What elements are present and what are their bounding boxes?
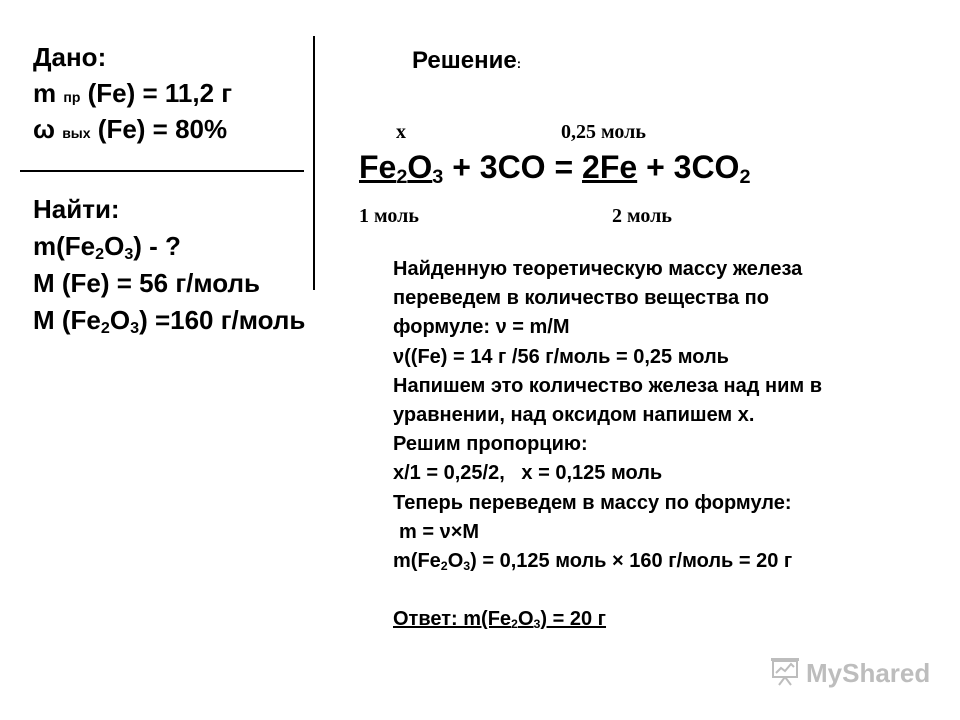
molar-mass-fe: M (Fe) = 56 г/моль <box>33 268 260 298</box>
explanation-line-10: m = ν×M <box>399 520 480 543</box>
explanation-line-1: Найденную теоретическую массу железа <box>393 258 803 280</box>
equation-oxide <box>359 149 444 188</box>
find-target <box>33 231 181 264</box>
answer-oxygen: O <box>517 608 534 631</box>
explanation-line-4: ν((Fe) = 14 г /56 г/моль = 0,25 моль <box>393 345 729 368</box>
explanation-line-11 <box>393 547 822 576</box>
reaction-equation <box>359 149 750 186</box>
equation-co2-subscript: 2 <box>739 165 751 188</box>
mass-calc-subscript-3: 3 <box>463 559 471 574</box>
equation-oxygen: O <box>407 149 433 185</box>
given-mass-value: (Fe) = 11,2 г <box>87 78 233 108</box>
find-target-subscript-3: 3 <box>124 245 134 264</box>
find-target-subscript-2: 2 <box>95 245 105 264</box>
equation-middle: + 3CO = <box>443 149 583 185</box>
molar-mass-oxide <box>33 305 306 338</box>
mass-calc-text: m(Fe <box>393 550 441 573</box>
watermark-text: MyShared <box>806 658 931 688</box>
molar-oxide-subscript-3: 3 <box>130 319 140 338</box>
given-yield-subscript: вых <box>62 125 91 141</box>
molar-oxide-rest: ) =160 г/моль <box>139 305 306 335</box>
mass-calc-rest: ) = 0,125 моль × 160 г/моль = 20 г <box>470 550 793 573</box>
projector-screen-icon <box>768 656 802 691</box>
explanation-line-5: Напишем это количество железа над ним в <box>393 374 823 397</box>
solution-title-text: Решение <box>412 47 517 74</box>
explanation-block <box>393 255 822 634</box>
given-yield-value: (Fe) = 80% <box>97 114 228 144</box>
answer-text: Ответ: m(Fe <box>393 608 512 631</box>
equation-iron-product: 2Fe <box>582 149 638 185</box>
answer-line <box>393 605 822 634</box>
explanation-line-9: Теперь переведем в массу по формуле: <box>393 491 792 514</box>
mass-calc-subscript-2: 2 <box>440 559 448 574</box>
molar-oxide-subscript-2: 2 <box>100 319 110 338</box>
explanation-line-2: переведем в количество вещества по <box>393 287 769 310</box>
molar-oxide-oxygen: O <box>109 305 131 335</box>
above-oxide-x: x <box>396 121 406 143</box>
answer-subscript-3: 3 <box>533 617 541 632</box>
find-target-oxygen: O <box>104 231 125 261</box>
explanation-line-6: уравнении, над оксидом напишем x. <box>393 404 755 427</box>
explanation-line-8: x/1 = 0,25/2, x = 0,125 моль <box>393 462 663 485</box>
answer-subscript-2: 2 <box>511 617 518 632</box>
explanation-spacer <box>393 576 822 605</box>
find-target-text: m(Fe <box>33 231 96 261</box>
below-oxide-moles: 1 моль <box>359 205 419 227</box>
mass-calc-oxygen: O <box>447 550 464 573</box>
below-iron-moles: 2 моль <box>612 205 672 227</box>
equation-subscript-2: 2 <box>396 165 408 188</box>
explanation-line-7: Решим пропорцию: <box>393 433 588 456</box>
given-yield-symbol: ω <box>33 114 55 144</box>
answer-rest: ) = 20 г <box>540 608 607 631</box>
equation-co2: + 3CO <box>637 149 740 185</box>
find-title: Найти: <box>33 194 120 224</box>
given-mass-symbol: m <box>33 78 57 108</box>
molar-oxide-text: M (Fe <box>33 305 101 335</box>
given-mass-subscript: пр <box>63 89 81 105</box>
divider-vertical <box>313 36 315 290</box>
equation-subscript-3: 3 <box>432 165 444 188</box>
solution-title-colon: : <box>516 56 522 71</box>
find-target-rest: ) - ? <box>133 231 181 261</box>
above-iron-moles: 0,25 моль <box>561 121 646 143</box>
given-yield-line <box>33 114 227 148</box>
watermark <box>768 656 930 691</box>
solution-title <box>412 47 521 75</box>
equation-fe: Fe <box>359 149 397 185</box>
explanation-line-3: формуле: ν = m/M <box>393 316 570 339</box>
given-mass-line <box>33 78 232 112</box>
given-title: Дано: <box>33 42 107 72</box>
divider-horizontal <box>20 170 304 172</box>
